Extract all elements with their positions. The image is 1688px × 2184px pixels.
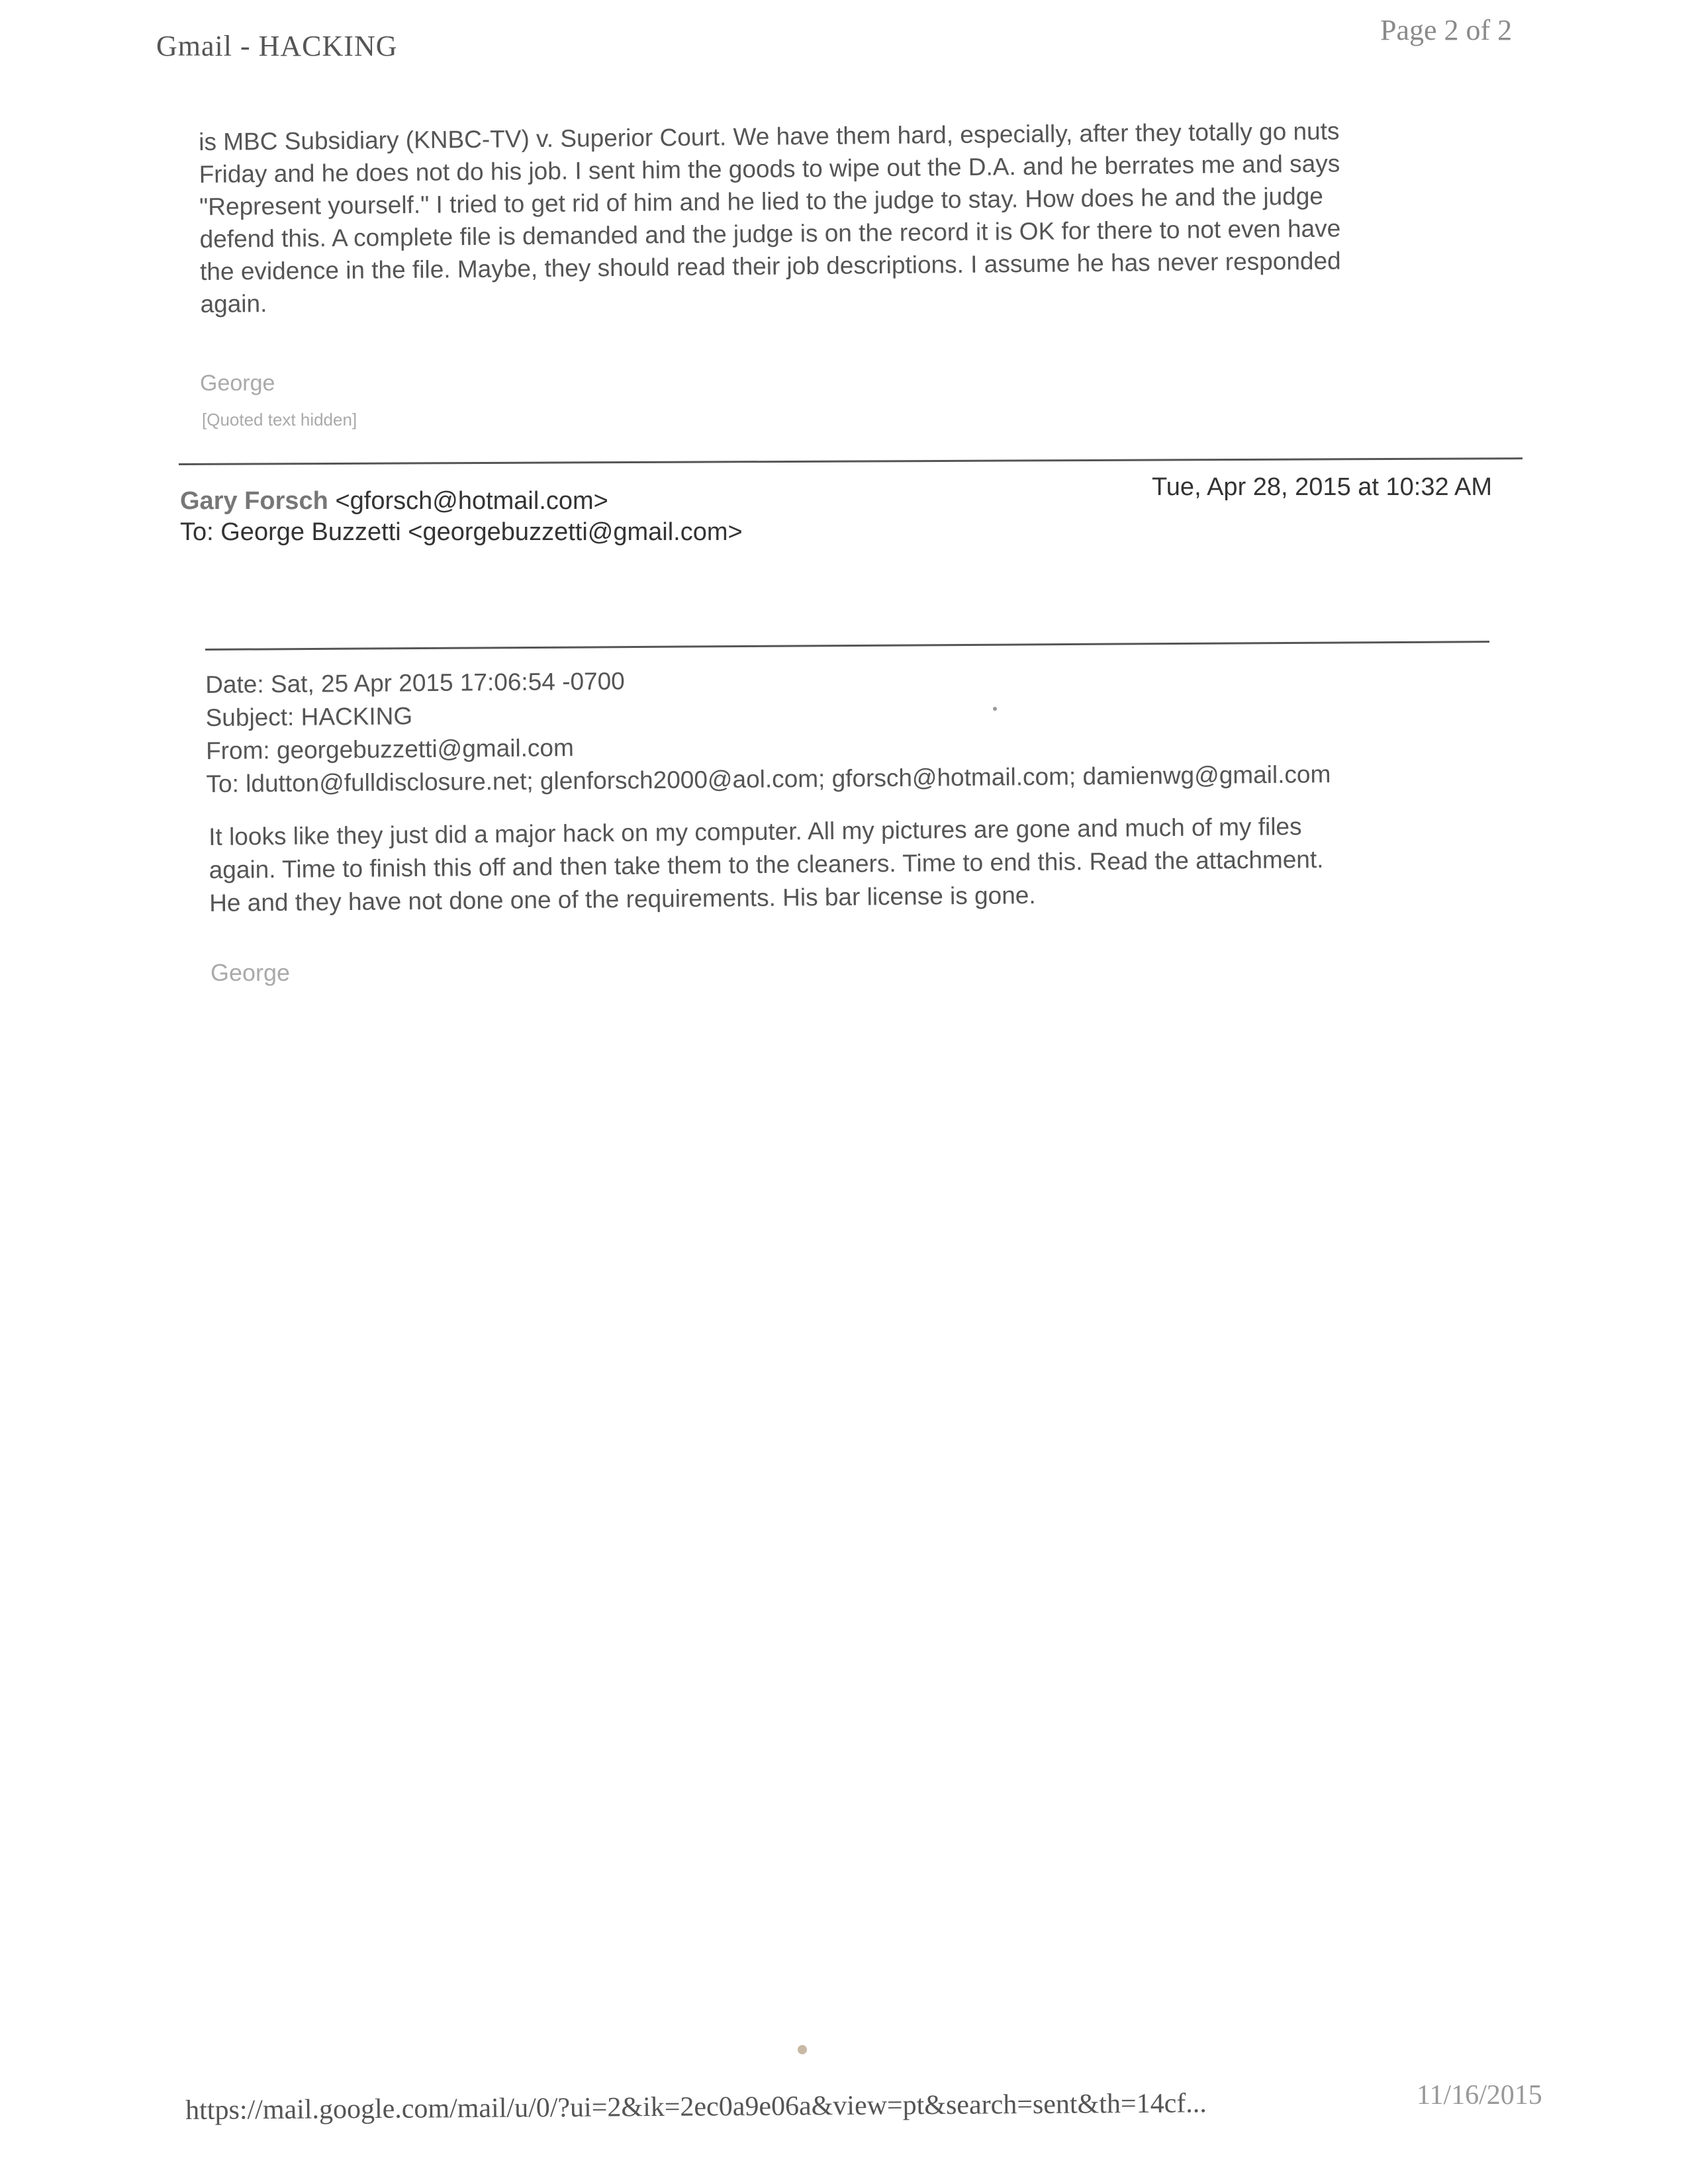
forwarded-from: From: georgebuzzetti@gmail.com — [205, 734, 575, 764]
quoted-text-toggle[interactable]: [Quoted text hidden] — [202, 410, 357, 430]
body-line: "Represent yourself." I tried to get rid of him and he lied to the judge to stay. How does he and the judge — [199, 182, 1324, 220]
body-line: the evidence in the file. Maybe, they should read their job descriptions. I assume he has never responded — [199, 247, 1341, 285]
body-line: Friday and he does not do his job. I sent him the goods to wipe out the D.A. and he berrates me and says — [199, 150, 1340, 188]
scan-speck — [798, 2045, 807, 2054]
reply-sender-email: <gforsch@hotmail.com> — [335, 487, 608, 515]
forwarded-body — [209, 810, 1324, 920]
reply-sender — [180, 485, 608, 518]
forwarded-divider — [205, 641, 1489, 651]
forwarded-headers — [205, 659, 1331, 801]
reply-sender-name: Gary Forsch — [180, 487, 328, 515]
page-header-title: Gmail - HACKING — [156, 30, 398, 62]
page-number: Page 2 of 2 — [1380, 14, 1513, 46]
forwarded-subject: Subject: HACKING — [205, 702, 413, 731]
message-body-continued — [199, 113, 1491, 320]
body-line: defend this. A complete file is demanded and the judge is on the record it is OK for there to not even have — [199, 214, 1341, 253]
reply-recipient: To: George Buzzetti <georgebuzzetti@gmail.com> — [180, 518, 743, 546]
body-line: again. — [200, 290, 267, 318]
reply-date: Tue, Apr 28, 2015 at 10:32 AM — [1152, 473, 1493, 501]
message-divider — [179, 457, 1523, 465]
forwarded-signature: George — [211, 959, 291, 986]
footer-url: https://mail.google.com/mail/u/0/?ui=2&ik=2ec0a9e06a&view=pt&search=sent&th=14cf... — [185, 2088, 1207, 2126]
footer-print-date: 11/16/2015 — [1417, 2080, 1542, 2111]
body-line: It looks like they just did a major hack on my computer. All my pictures are gone and much of my files — [209, 813, 1302, 850]
forwarded-date: Date: Sat, 25 Apr 2015 17:06:54 -0700 — [205, 667, 625, 698]
scan-speck — [993, 707, 997, 711]
body-line: again. Time to finish this off and then take them to the cleaners. Time to end this. Read the attachment. — [209, 845, 1324, 884]
body-line: He and they have not done one of the requirements. His bar license is gone. — [209, 882, 1036, 917]
body-line: is MBC Subsidiary (KNBC-TV) v. Superior Court. We have them hard, especially, after they totally go nuts — [199, 117, 1340, 156]
message-signature: George — [200, 371, 275, 396]
forwarded-to: To: ldutton@fulldisclosure.net; glenforsch2000@aol.com; gforsch@hotmail.com; damienwg@gmail.com — [206, 760, 1331, 797]
